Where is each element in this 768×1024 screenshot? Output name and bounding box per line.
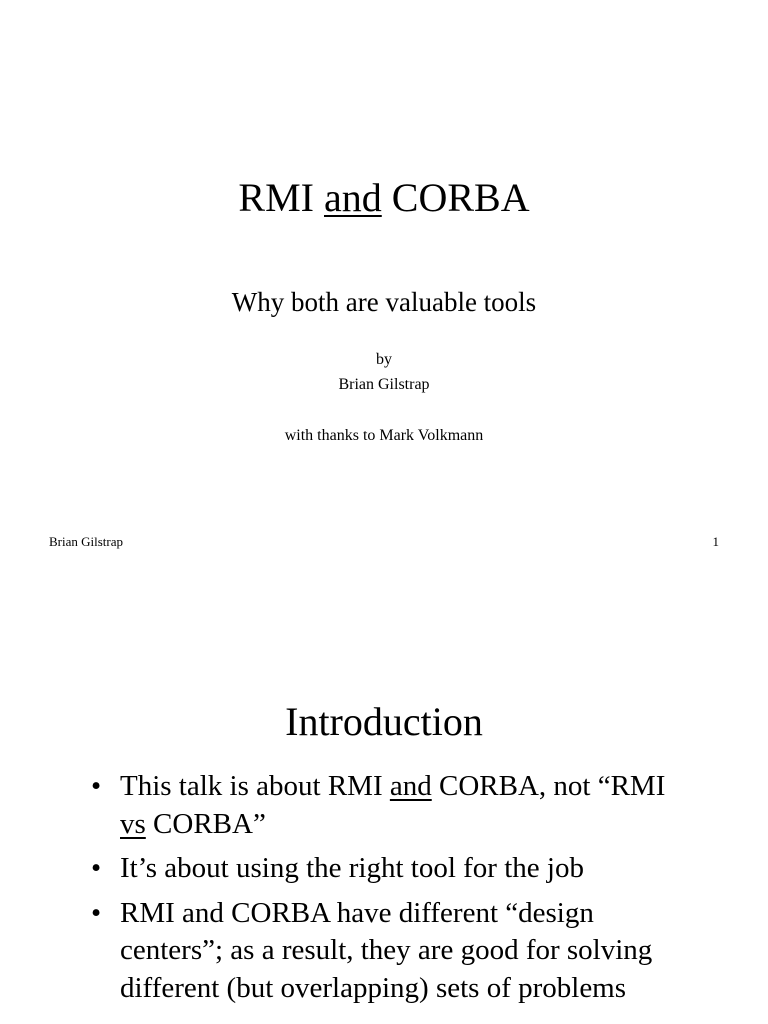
bullet-text: RMI and CORBA have different “design centers”; as a result, they are good for solving different (but overlapping) sets of problems xyxy=(120,896,653,1004)
slide-title xyxy=(0,174,768,222)
author-name: Brian Gilstrap xyxy=(338,376,430,393)
slide-title: Introduction xyxy=(285,699,483,744)
page-number: 1 xyxy=(712,534,719,549)
bullet-text: CORBA, not “RMI xyxy=(431,770,666,802)
list-item xyxy=(91,850,691,888)
title-text-corba: CORBA xyxy=(381,175,530,220)
bullet-text: It’s about using the right tool for the job xyxy=(120,852,584,884)
bullet-icon: • xyxy=(91,852,102,884)
bullet-underlined-and: and xyxy=(389,770,432,802)
list-item xyxy=(91,895,691,1008)
slide-subtitle: Why both are valuable tools xyxy=(231,287,537,317)
bullet-underlined-vs: vs xyxy=(120,807,146,840)
acknowledgement: with thanks to Mark Volkmann xyxy=(284,427,484,444)
bullet-list xyxy=(91,768,691,1014)
slide-2 xyxy=(0,576,768,1024)
bullet-icon: • xyxy=(91,896,102,929)
list-item xyxy=(91,768,691,843)
bullet-text: CORBA” xyxy=(145,807,266,840)
footer-author: Brian Gilstrap xyxy=(49,534,124,549)
by-label: by xyxy=(376,351,392,368)
bullet-icon: • xyxy=(91,770,102,802)
title-text-rmi: RMI xyxy=(238,175,324,220)
title-underlined-and: and xyxy=(324,175,382,220)
bullet-text: This talk is about RMI xyxy=(120,770,390,802)
